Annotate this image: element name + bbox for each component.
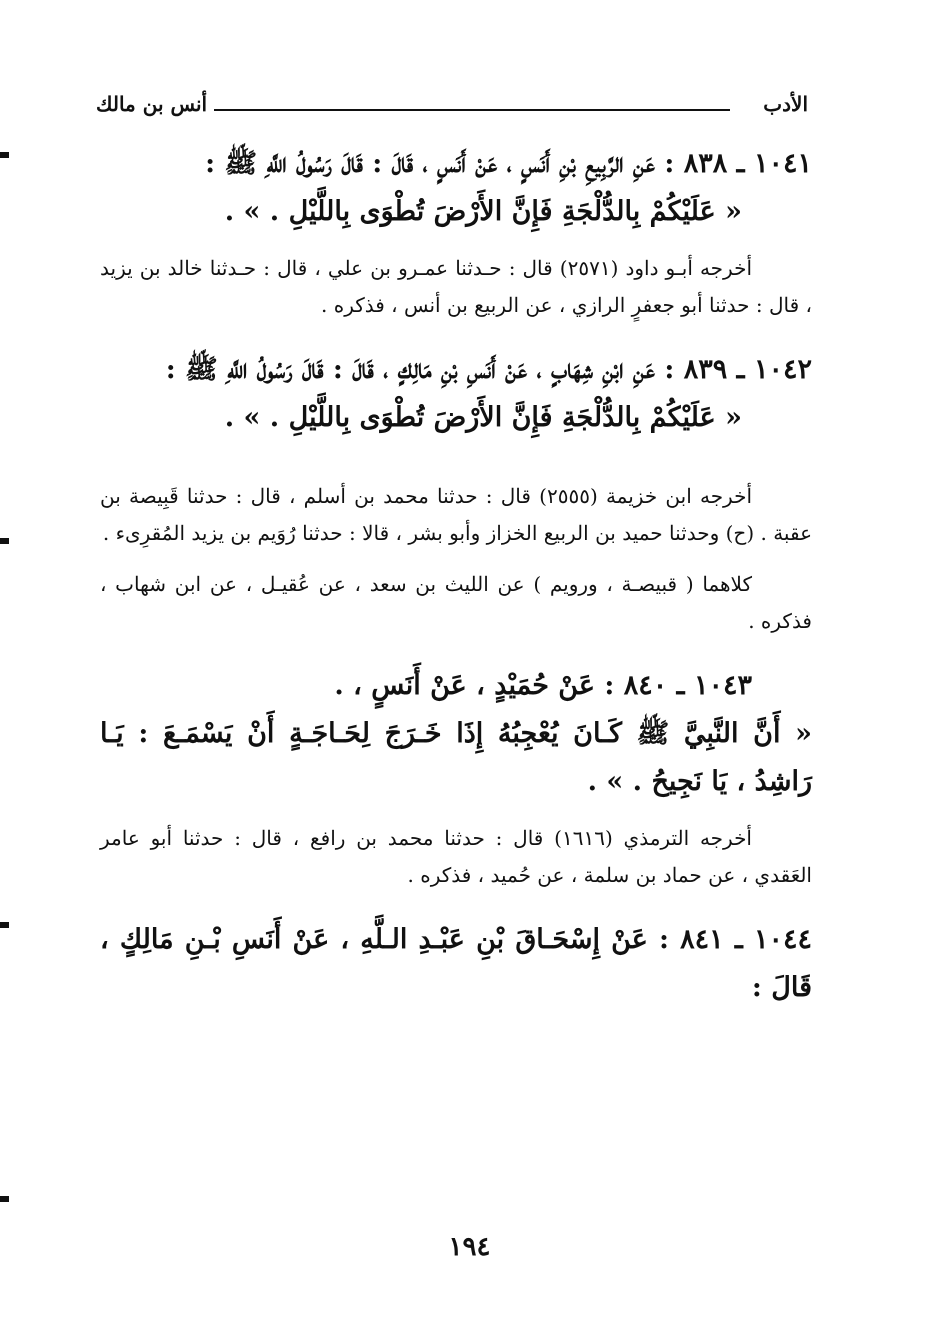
page-body <box>100 140 812 1012</box>
hadith-heading: ١٠٤١ ـ ٨٣٨ : عَنِ الرَّبِيعِ بْنِ أَنَسٍ ، عَنْ أَنَسٍ ، قَالَ : قَالَ رَسُولُ اللَّهِ ﷺ : <box>205 148 812 179</box>
chapter-title: الأدب <box>763 92 808 116</box>
hadith-heading: ١٠٤٤ ـ ٨٤١ : عَنْ إِسْحَـاقَ بْنِ عَبْـدِ الـلَّهِ ، عَنْ أَنَسِ بْـنِ مَالِكٍ ، قَالَ : <box>100 924 812 1003</box>
hadith-heading: ١٠٤٣ ـ ٨٤٠ : عَنْ حُمَيْدٍ ، عَنْ أَنَسٍ ، . <box>334 670 752 701</box>
scan-edge-mark <box>0 922 9 928</box>
takhrij-paragraph: أخرجه ابن خزيمة (٢٥٥٥) قال : حدثنا محمد بن أسلم ، قال : حدثنا قَبِيصة بن عقبة . (ح) وحدثنا حميد بن الربيع الخزاز وأبو بشر ، قالا : حدثنا رُوَيم بن يزيد المُقرِىء . <box>100 484 812 545</box>
takhrij-paragraph: كلاهما ( قبيصـة ، ورويم ) عن الليث بن سعد ، عن عُقيـل ، عن ابن شهاب ، فذكره . <box>100 572 812 633</box>
narrator-title: أنس بن مالك <box>96 92 208 116</box>
running-header <box>96 92 808 122</box>
hadith-heading: ١٠٤٢ ـ ٨٣٩ : عَنِ ابْنِ شِهَابٍ ، عَنْ أَنَسِ بْنِ مَالِكٍ ، قَالَ : قَالَ رَسُولُ اللَّهِ ﷺ : <box>165 354 812 385</box>
takhrij-paragraph: أخرجه الترمذي (١٦١٦) قال : حدثنا محمد بن رافع ، قال : حدثنا أبو عامر العَقدي ، عن حماد بن سلمة ، عن حُميد ، فذكره . <box>100 826 812 887</box>
scan-edge-mark <box>0 152 9 158</box>
hadith-text: « عَلَيْكُمْ بِالدُّلْجَةِ فَإِنَّ الأَرْضَ تُطْوَى بِاللَّيْلِ . » . <box>224 402 742 433</box>
takhrij-paragraph: أخرجه أبـو داود (٢٥٧١) قال : حـدثنا عمـرو بن علي ، قال : حـدثنا خالد بن يزيد ، قال : حدثنا أبو جعفرٍ الرازي ، عن الربيع بن أنس ، فذكره . <box>100 256 812 317</box>
scan-edge-mark <box>0 1196 9 1202</box>
header-rule <box>214 109 730 111</box>
scan-edge-mark <box>0 538 9 544</box>
page-number: ١٩٤ <box>448 1232 491 1262</box>
hadith-text: « عَلَيْكُمْ بِالدُّلْجَةِ فَإِنَّ الأَرْضَ تُطْوَى بِاللَّيْلِ . » . <box>224 196 742 227</box>
hadith-text: « أَنَّ النَّبِيَّ ﷺ كَـانَ يُعْجِبُهُ إِذَا خَـرَجَ لِحَـاجَـةٍ أَنْ يَسْمَـعَ : يَـا رَاشِدُ ، يَا نَجِيحُ . » . <box>100 718 812 797</box>
